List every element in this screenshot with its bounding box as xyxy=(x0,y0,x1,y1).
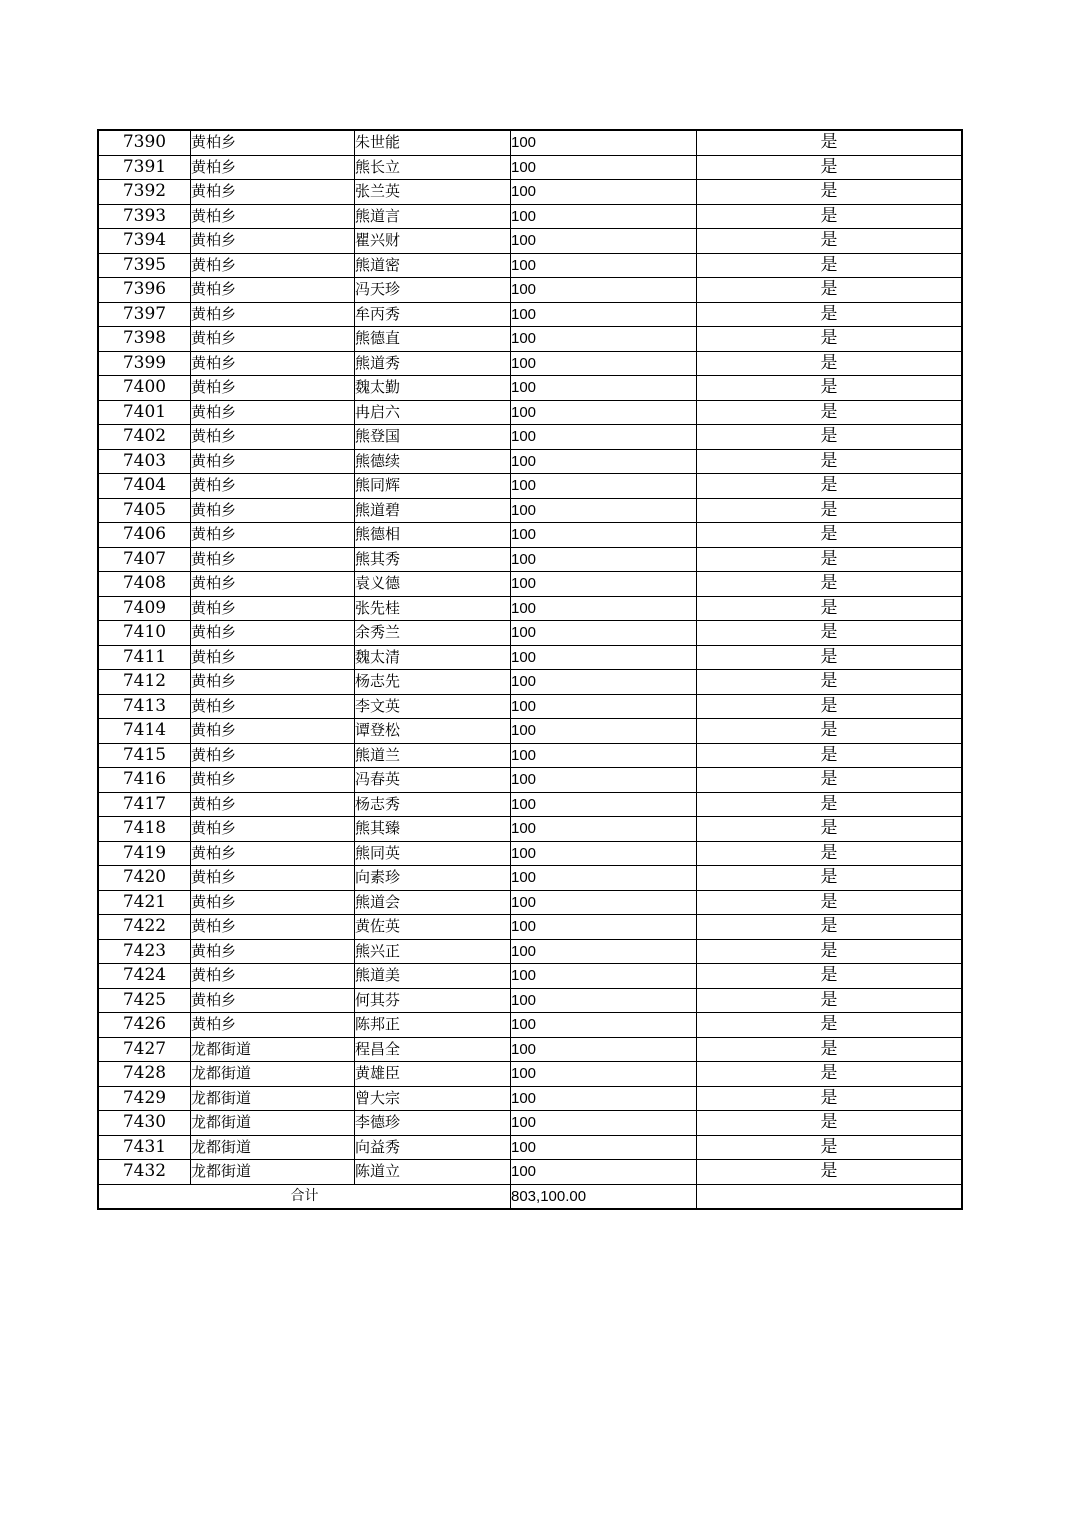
cell-person-name: 熊道兰 xyxy=(355,743,511,768)
cell-status: 是 xyxy=(697,229,963,254)
cell-serial-number: 7420 xyxy=(98,866,191,891)
cell-person-name: 何其芬 xyxy=(355,988,511,1013)
table-row xyxy=(98,572,962,597)
cell-person-name: 张兰英 xyxy=(355,180,511,205)
cell-person-name: 黄雄臣 xyxy=(355,1062,511,1087)
table-row xyxy=(98,327,962,352)
cell-person-name: 魏太清 xyxy=(355,645,511,670)
cell-serial-number: 7393 xyxy=(98,204,191,229)
total-row xyxy=(98,1184,962,1209)
cell-amount: 100 xyxy=(511,645,697,670)
cell-township: 龙都街道 xyxy=(191,1111,355,1136)
cell-status: 是 xyxy=(697,523,963,548)
cell-person-name: 李文英 xyxy=(355,694,511,719)
cell-serial-number: 7395 xyxy=(98,253,191,278)
table-row xyxy=(98,1062,962,1087)
cell-serial-number: 7410 xyxy=(98,621,191,646)
cell-township: 黄柏乡 xyxy=(191,302,355,327)
cell-amount: 100 xyxy=(511,229,697,254)
cell-amount: 100 xyxy=(511,425,697,450)
cell-serial-number: 7432 xyxy=(98,1160,191,1185)
table-row xyxy=(98,939,962,964)
cell-person-name: 瞿兴财 xyxy=(355,229,511,254)
total-flag xyxy=(697,1184,963,1209)
cell-amount: 100 xyxy=(511,792,697,817)
cell-amount: 100 xyxy=(511,474,697,499)
cell-status: 是 xyxy=(697,768,963,793)
cell-amount: 100 xyxy=(511,988,697,1013)
cell-township: 黄柏乡 xyxy=(191,890,355,915)
cell-status: 是 xyxy=(697,1037,963,1062)
cell-status: 是 xyxy=(697,449,963,474)
table-row xyxy=(98,498,962,523)
cell-serial-number: 7406 xyxy=(98,523,191,548)
cell-amount: 100 xyxy=(511,621,697,646)
cell-township: 黄柏乡 xyxy=(191,670,355,695)
cell-amount: 100 xyxy=(511,890,697,915)
cell-person-name: 魏太勤 xyxy=(355,376,511,401)
cell-person-name: 朱世能 xyxy=(355,130,511,155)
cell-person-name: 熊同英 xyxy=(355,841,511,866)
cell-status: 是 xyxy=(697,621,963,646)
cell-township: 黄柏乡 xyxy=(191,988,355,1013)
cell-person-name: 熊道会 xyxy=(355,890,511,915)
table-row xyxy=(98,645,962,670)
table-row xyxy=(98,768,962,793)
table-row xyxy=(98,1111,962,1136)
cell-person-name: 熊其臻 xyxy=(355,817,511,842)
cell-serial-number: 7391 xyxy=(98,155,191,180)
table-body xyxy=(98,130,962,1209)
cell-person-name: 李德珍 xyxy=(355,1111,511,1136)
cell-person-name: 熊登国 xyxy=(355,425,511,450)
table-row xyxy=(98,523,962,548)
table-row xyxy=(98,743,962,768)
cell-township: 黄柏乡 xyxy=(191,474,355,499)
table-row xyxy=(98,890,962,915)
cell-amount: 100 xyxy=(511,376,697,401)
cell-status: 是 xyxy=(697,670,963,695)
cell-amount: 100 xyxy=(511,572,697,597)
cell-township: 龙都街道 xyxy=(191,1086,355,1111)
cell-amount: 100 xyxy=(511,817,697,842)
cell-status: 是 xyxy=(697,964,963,989)
table-row xyxy=(98,964,962,989)
cell-serial-number: 7404 xyxy=(98,474,191,499)
cell-serial-number: 7398 xyxy=(98,327,191,352)
cell-serial-number: 7415 xyxy=(98,743,191,768)
cell-serial-number: 7422 xyxy=(98,915,191,940)
cell-township: 黄柏乡 xyxy=(191,939,355,964)
cell-person-name: 向益秀 xyxy=(355,1135,511,1160)
cell-person-name: 熊道美 xyxy=(355,964,511,989)
cell-amount: 100 xyxy=(511,400,697,425)
cell-amount: 100 xyxy=(511,523,697,548)
cell-serial-number: 7397 xyxy=(98,302,191,327)
cell-status: 是 xyxy=(697,1062,963,1087)
table-row xyxy=(98,155,962,180)
cell-person-name: 熊德续 xyxy=(355,449,511,474)
cell-status: 是 xyxy=(697,302,963,327)
cell-township: 龙都街道 xyxy=(191,1062,355,1087)
cell-person-name: 熊长立 xyxy=(355,155,511,180)
cell-township: 黄柏乡 xyxy=(191,376,355,401)
table-row xyxy=(98,547,962,572)
cell-status: 是 xyxy=(697,817,963,842)
cell-person-name: 陈邦正 xyxy=(355,1013,511,1038)
cell-amount: 100 xyxy=(511,1111,697,1136)
cell-serial-number: 7403 xyxy=(98,449,191,474)
cell-amount: 100 xyxy=(511,596,697,621)
cell-township: 黄柏乡 xyxy=(191,964,355,989)
cell-amount: 100 xyxy=(511,841,697,866)
table-row xyxy=(98,253,962,278)
cell-status: 是 xyxy=(697,915,963,940)
table-row xyxy=(98,302,962,327)
total-amount: 803,100.00 xyxy=(511,1184,697,1209)
cell-township: 黄柏乡 xyxy=(191,1013,355,1038)
cell-township: 黄柏乡 xyxy=(191,400,355,425)
table-row xyxy=(98,1160,962,1185)
cell-status: 是 xyxy=(697,694,963,719)
cell-township: 黄柏乡 xyxy=(191,425,355,450)
cell-status: 是 xyxy=(697,988,963,1013)
cell-person-name: 熊其秀 xyxy=(355,547,511,572)
cell-person-name: 冯天珍 xyxy=(355,278,511,303)
cell-status: 是 xyxy=(697,866,963,891)
cell-amount: 100 xyxy=(511,1013,697,1038)
cell-status: 是 xyxy=(697,572,963,597)
table-row xyxy=(98,474,962,499)
cell-serial-number: 7419 xyxy=(98,841,191,866)
cell-status: 是 xyxy=(697,1086,963,1111)
cell-status: 是 xyxy=(697,1160,963,1185)
cell-status: 是 xyxy=(697,841,963,866)
cell-amount: 100 xyxy=(511,278,697,303)
cell-township: 黄柏乡 xyxy=(191,719,355,744)
cell-serial-number: 7396 xyxy=(98,278,191,303)
cell-township: 黄柏乡 xyxy=(191,229,355,254)
cell-township: 黄柏乡 xyxy=(191,253,355,278)
cell-serial-number: 7430 xyxy=(98,1111,191,1136)
cell-person-name: 袁义德 xyxy=(355,572,511,597)
cell-amount: 100 xyxy=(511,498,697,523)
cell-serial-number: 7401 xyxy=(98,400,191,425)
cell-status: 是 xyxy=(697,719,963,744)
cell-township: 黄柏乡 xyxy=(191,743,355,768)
cell-status: 是 xyxy=(697,376,963,401)
cell-township: 黄柏乡 xyxy=(191,915,355,940)
cell-status: 是 xyxy=(697,400,963,425)
cell-township: 黄柏乡 xyxy=(191,768,355,793)
table-row xyxy=(98,915,962,940)
cell-amount: 100 xyxy=(511,694,697,719)
cell-person-name: 张先桂 xyxy=(355,596,511,621)
cell-serial-number: 7399 xyxy=(98,351,191,376)
cell-status: 是 xyxy=(697,278,963,303)
cell-amount: 100 xyxy=(511,351,697,376)
table-row xyxy=(98,1013,962,1038)
cell-person-name: 程昌全 xyxy=(355,1037,511,1062)
cell-amount: 100 xyxy=(511,1062,697,1087)
cell-township: 黄柏乡 xyxy=(191,130,355,155)
cell-person-name: 余秀兰 xyxy=(355,621,511,646)
cell-status: 是 xyxy=(697,890,963,915)
cell-township: 黄柏乡 xyxy=(191,498,355,523)
cell-amount: 100 xyxy=(511,866,697,891)
cell-serial-number: 7408 xyxy=(98,572,191,597)
cell-person-name: 熊道碧 xyxy=(355,498,511,523)
cell-serial-number: 7421 xyxy=(98,890,191,915)
table-row xyxy=(98,621,962,646)
cell-serial-number: 7425 xyxy=(98,988,191,1013)
cell-township: 龙都街道 xyxy=(191,1135,355,1160)
cell-township: 黄柏乡 xyxy=(191,694,355,719)
table-row xyxy=(98,180,962,205)
cell-person-name: 杨志秀 xyxy=(355,792,511,817)
cell-township: 黄柏乡 xyxy=(191,278,355,303)
cell-township: 黄柏乡 xyxy=(191,155,355,180)
cell-township: 黄柏乡 xyxy=(191,449,355,474)
cell-serial-number: 7424 xyxy=(98,964,191,989)
cell-serial-number: 7431 xyxy=(98,1135,191,1160)
cell-serial-number: 7417 xyxy=(98,792,191,817)
cell-township: 黄柏乡 xyxy=(191,841,355,866)
cell-serial-number: 7400 xyxy=(98,376,191,401)
cell-status: 是 xyxy=(697,204,963,229)
cell-serial-number: 7409 xyxy=(98,596,191,621)
table-row xyxy=(98,130,962,155)
table-row xyxy=(98,670,962,695)
cell-amount: 100 xyxy=(511,768,697,793)
cell-status: 是 xyxy=(697,743,963,768)
cell-serial-number: 7413 xyxy=(98,694,191,719)
cell-status: 是 xyxy=(697,155,963,180)
cell-status: 是 xyxy=(697,1135,963,1160)
cell-township: 龙都街道 xyxy=(191,1160,355,1185)
cell-serial-number: 7414 xyxy=(98,719,191,744)
cell-serial-number: 7390 xyxy=(98,130,191,155)
table-row xyxy=(98,596,962,621)
cell-status: 是 xyxy=(697,351,963,376)
cell-serial-number: 7405 xyxy=(98,498,191,523)
cell-serial-number: 7416 xyxy=(98,768,191,793)
cell-township: 黄柏乡 xyxy=(191,180,355,205)
cell-amount: 100 xyxy=(511,253,697,278)
cell-serial-number: 7407 xyxy=(98,547,191,572)
cell-person-name: 熊德相 xyxy=(355,523,511,548)
table-row xyxy=(98,449,962,474)
cell-person-name: 熊道言 xyxy=(355,204,511,229)
cell-amount: 100 xyxy=(511,449,697,474)
cell-township: 黄柏乡 xyxy=(191,792,355,817)
cell-status: 是 xyxy=(697,1111,963,1136)
table-row xyxy=(98,351,962,376)
table-row xyxy=(98,1135,962,1160)
table-row xyxy=(98,817,962,842)
cell-serial-number: 7402 xyxy=(98,425,191,450)
cell-amount: 100 xyxy=(511,1160,697,1185)
cell-status: 是 xyxy=(697,645,963,670)
table-row xyxy=(98,841,962,866)
cell-township: 黄柏乡 xyxy=(191,645,355,670)
cell-status: 是 xyxy=(697,474,963,499)
cell-amount: 100 xyxy=(511,743,697,768)
cell-status: 是 xyxy=(697,425,963,450)
table-row xyxy=(98,988,962,1013)
table-row xyxy=(98,1037,962,1062)
cell-person-name: 熊德直 xyxy=(355,327,511,352)
cell-person-name: 熊同辉 xyxy=(355,474,511,499)
table-row xyxy=(98,694,962,719)
cell-status: 是 xyxy=(697,596,963,621)
cell-person-name: 牟丙秀 xyxy=(355,302,511,327)
cell-person-name: 黄佐英 xyxy=(355,915,511,940)
cell-township: 黄柏乡 xyxy=(191,596,355,621)
cell-amount: 100 xyxy=(511,964,697,989)
cell-amount: 100 xyxy=(511,939,697,964)
cell-status: 是 xyxy=(697,1013,963,1038)
cell-township: 黄柏乡 xyxy=(191,351,355,376)
table-row xyxy=(98,1086,962,1111)
cell-amount: 100 xyxy=(511,180,697,205)
cell-serial-number: 7394 xyxy=(98,229,191,254)
cell-township: 黄柏乡 xyxy=(191,204,355,229)
data-table xyxy=(97,129,963,1210)
table-row xyxy=(98,278,962,303)
cell-amount: 100 xyxy=(511,547,697,572)
cell-serial-number: 7418 xyxy=(98,817,191,842)
cell-township: 龙都街道 xyxy=(191,1037,355,1062)
cell-amount: 100 xyxy=(511,302,697,327)
cell-person-name: 熊兴正 xyxy=(355,939,511,964)
cell-amount: 100 xyxy=(511,204,697,229)
cell-status: 是 xyxy=(697,498,963,523)
cell-township: 黄柏乡 xyxy=(191,547,355,572)
cell-person-name: 陈道立 xyxy=(355,1160,511,1185)
cell-amount: 100 xyxy=(511,1135,697,1160)
table-row xyxy=(98,376,962,401)
table-row xyxy=(98,792,962,817)
table-row xyxy=(98,719,962,744)
cell-serial-number: 7423 xyxy=(98,939,191,964)
cell-amount: 100 xyxy=(511,670,697,695)
total-label: 合计 xyxy=(98,1184,511,1209)
cell-person-name: 冉启六 xyxy=(355,400,511,425)
cell-status: 是 xyxy=(697,547,963,572)
cell-township: 黄柏乡 xyxy=(191,817,355,842)
cell-amount: 100 xyxy=(511,327,697,352)
cell-township: 黄柏乡 xyxy=(191,621,355,646)
cell-status: 是 xyxy=(697,180,963,205)
cell-amount: 100 xyxy=(511,915,697,940)
cell-serial-number: 7392 xyxy=(98,180,191,205)
cell-person-name: 熊道秀 xyxy=(355,351,511,376)
cell-serial-number: 7429 xyxy=(98,1086,191,1111)
cell-status: 是 xyxy=(697,130,963,155)
cell-person-name: 熊道密 xyxy=(355,253,511,278)
cell-status: 是 xyxy=(697,253,963,278)
cell-person-name: 冯春英 xyxy=(355,768,511,793)
cell-amount: 100 xyxy=(511,719,697,744)
cell-amount: 100 xyxy=(511,130,697,155)
cell-person-name: 谭登松 xyxy=(355,719,511,744)
table-row xyxy=(98,229,962,254)
cell-serial-number: 7412 xyxy=(98,670,191,695)
cell-status: 是 xyxy=(697,792,963,817)
cell-serial-number: 7428 xyxy=(98,1062,191,1087)
cell-status: 是 xyxy=(697,939,963,964)
table-row xyxy=(98,204,962,229)
cell-township: 黄柏乡 xyxy=(191,523,355,548)
cell-township: 黄柏乡 xyxy=(191,866,355,891)
cell-township: 黄柏乡 xyxy=(191,572,355,597)
table-row xyxy=(98,400,962,425)
table-row xyxy=(98,866,962,891)
cell-person-name: 向素珍 xyxy=(355,866,511,891)
cell-township: 黄柏乡 xyxy=(191,327,355,352)
cell-person-name: 杨志先 xyxy=(355,670,511,695)
cell-amount: 100 xyxy=(511,155,697,180)
cell-status: 是 xyxy=(697,327,963,352)
cell-amount: 100 xyxy=(511,1086,697,1111)
cell-serial-number: 7411 xyxy=(98,645,191,670)
cell-serial-number: 7427 xyxy=(98,1037,191,1062)
cell-person-name: 曾大宗 xyxy=(355,1086,511,1111)
cell-amount: 100 xyxy=(511,1037,697,1062)
table-row xyxy=(98,425,962,450)
cell-serial-number: 7426 xyxy=(98,1013,191,1038)
